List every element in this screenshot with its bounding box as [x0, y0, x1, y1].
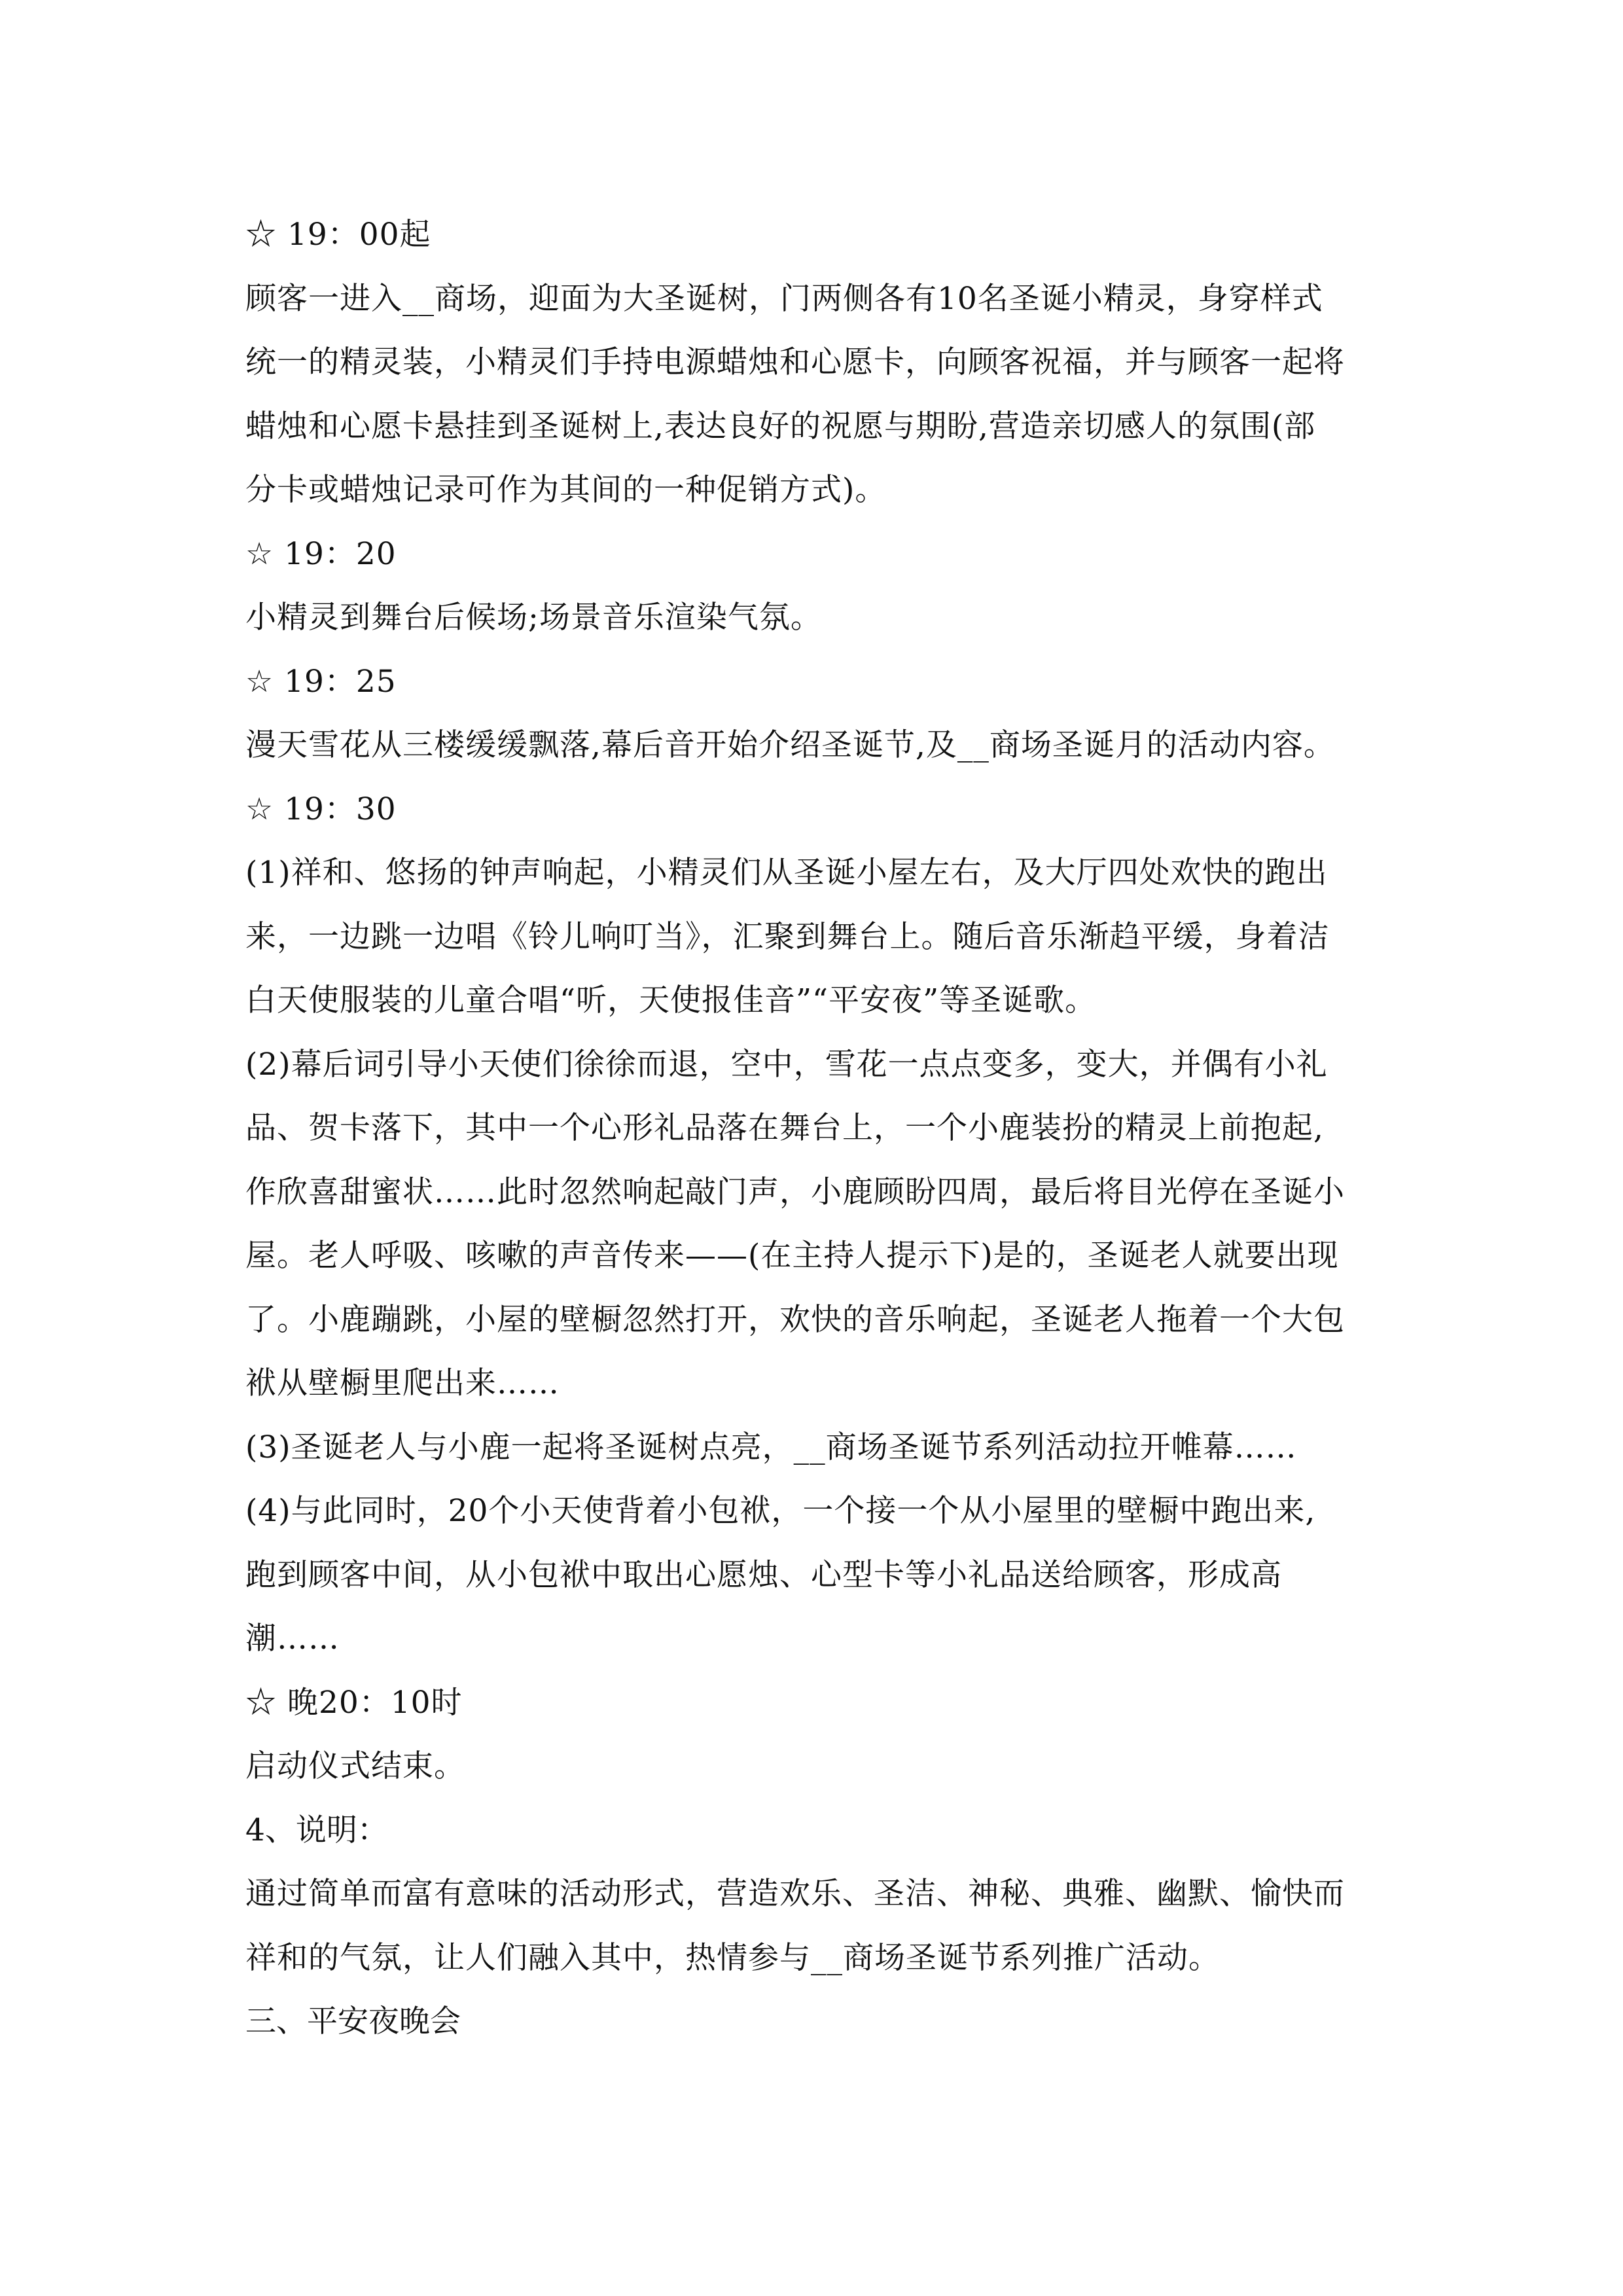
paragraph-notes: [245, 1862, 1384, 1990]
paragraph-ceremony-end: [245, 1734, 1384, 1799]
section-heading-notes: 4、说明：: [245, 1812, 388, 1848]
time-marker-1925: ☆ 19：25: [245, 663, 397, 700]
text-line: 顾客一进入__商场，迎面为大圣诞树，门两侧各有10名圣诞小精灵，身穿样式: [245, 280, 1323, 317]
time-marker-2010: ☆ 晚20：10时: [245, 1684, 463, 1721]
text-line: 了。小鹿蹦跳，小屋的壁橱忽然打开，欢快的音乐响起，圣诞老人拖着一个大包: [245, 1301, 1345, 1338]
document-body: [245, 203, 1384, 2054]
paragraph-step-2: [245, 1033, 1384, 1416]
section-heading-christmas-eve-party: 三、平安夜晚会: [245, 2003, 461, 2039]
text-line: (1)祥和、悠扬的钟声响起，小精灵们从圣诞小屋左右，及大厅四处欢快的跑出: [245, 855, 1328, 891]
text-line: 袱从壁橱里爬出来……: [245, 1365, 560, 1401]
paragraph-snowfall: [245, 713, 1384, 778]
text-line: 屋。老人呼吸、咳嗽的声音传来——(在主持人提示下)是的，圣诞老人就要出现: [245, 1238, 1339, 1274]
text-line: (3)圣诞老人与小鹿一起将圣诞树点亮，__商场圣诞节系列活动拉开帷幕……: [245, 1429, 1297, 1465]
text-line: 漫天雪花从三楼缓缓飘落,幕后音开始介绍圣诞节,及__商场圣诞月的活动内容。: [245, 727, 1335, 763]
time-marker-1920: ☆ 19：20: [245, 535, 397, 572]
text-line: 来，一边跳一边唱《铃儿响叮当》，汇聚到舞台上。随后音乐渐趋平缓，身着洁: [245, 918, 1330, 955]
paragraph-step-3: [245, 1416, 1384, 1480]
text-line: 统一的精灵装，小精灵们手持电源蜡烛和心愿卡，向顾客祝福，并与顾客一起将: [245, 344, 1345, 380]
time-marker-1930: ☆ 19：30: [245, 791, 397, 827]
time-marker-1900: ☆ 19：00起: [245, 217, 431, 253]
text-line: 启动仪式结束。: [245, 1748, 465, 1784]
text-line: 分卡或蜡烛记录可作为其间的一种促销方式)。: [245, 472, 887, 508]
paragraph-entrance: [245, 267, 1384, 522]
text-line: 潮……: [245, 1621, 340, 1657]
paragraph-step-4: [245, 1479, 1384, 1671]
text-line: 小精灵到舞台后候场;场景音乐渲染气氛。: [245, 600, 822, 636]
paragraph-step-1: [245, 841, 1384, 1033]
text-line: 祥和的气氛，让人们融入其中，热情参与__商场圣诞节系列推广活动。: [245, 1939, 1220, 1976]
text-line: 跑到顾客中间，从小包袱中取出心愿烛、心型卡等小礼品送给顾客，形成高: [245, 1556, 1282, 1593]
text-line: (4)与此同时，20个小天使背着小包袱，一个接一个从小屋里的壁橱中跑出来,: [245, 1493, 1316, 1529]
text-line: 品、贺卡落下，其中一个心形礼品落在舞台上，一个小鹿装扮的精灵上前抱起,: [245, 1110, 1324, 1146]
paragraph-standby: [245, 586, 1384, 650]
text-line: 蜡烛和心愿卡悬挂到圣诞树上,表达良好的祝愿与期盼,营造亲切感人的氛围(部: [245, 408, 1316, 444]
text-line: 作欣喜甜蜜状……此时忽然响起敲门声，小鹿顾盼四周，最后将目光停在圣诞小: [245, 1174, 1345, 1210]
text-line: 通过简单而富有意味的活动形式，营造欢乐、圣洁、神秘、典雅、幽默、愉快而: [245, 1876, 1345, 1912]
text-line: (2)幕后词引导小天使们徐徐而退，空中，雪花一点点变多，变大，并偶有小礼: [245, 1046, 1328, 1083]
text-line: 白天使服装的儿童合唱“听，天使报佳音”“平安夜”等圣诞歌。: [245, 982, 1097, 1018]
